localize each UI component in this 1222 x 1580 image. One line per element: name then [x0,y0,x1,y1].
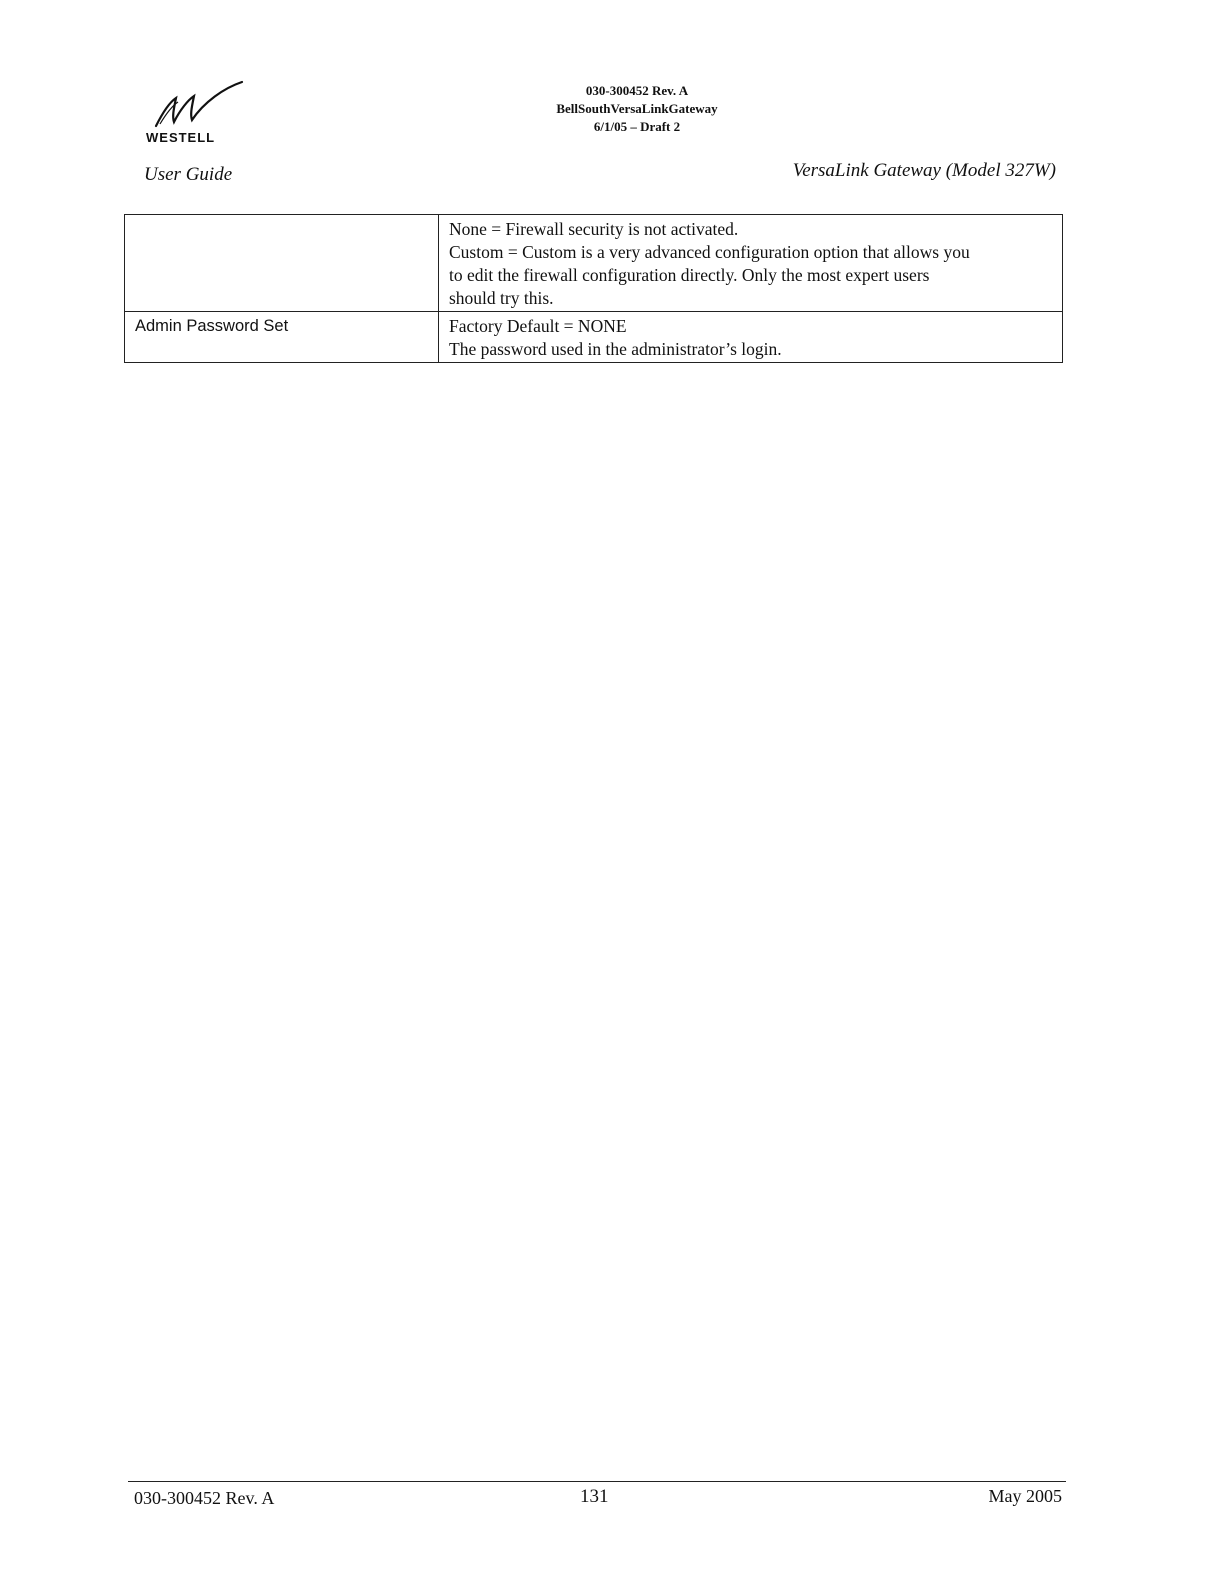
setting-description [439,215,1063,312]
description-line: The password used in the administrator’s login. [449,339,782,359]
setting-description [439,312,1063,363]
logo-wordmark: WESTELL [146,130,216,145]
table-row [125,215,1063,312]
header-right-title: VersaLink Gateway (Model 327W) [792,160,1056,181]
setting-name [125,215,439,312]
description-line: Factory Default = NONE [449,316,627,336]
footer-date: May 2005 [988,1486,1062,1506]
document-info [0,82,1222,136]
settings-table [124,214,1063,363]
table-row [125,312,1063,363]
description-line: None = Firewall security is not activated. [449,219,739,239]
setting-name: Admin Password Set [125,312,439,363]
footer-divider [128,1481,1066,1482]
description-line: should try this. [449,288,554,308]
page-number: 131 [580,1486,609,1507]
product-code: BellSouthVersaLinkGateway [556,101,718,116]
footer-doc-number: 030-300452 Rev. A [134,1488,275,1508]
description-line: to edit the firewall configuration directly. Only the most expert users [449,265,930,285]
description-line: Custom = Custom is a very advanced configuration option that allows you [449,242,970,262]
doc-number: 030-300452 Rev. A [585,83,689,98]
header-left-title: User Guide [144,164,233,185]
draft-label: 6/1/05 – Draft 2 [593,119,681,134]
